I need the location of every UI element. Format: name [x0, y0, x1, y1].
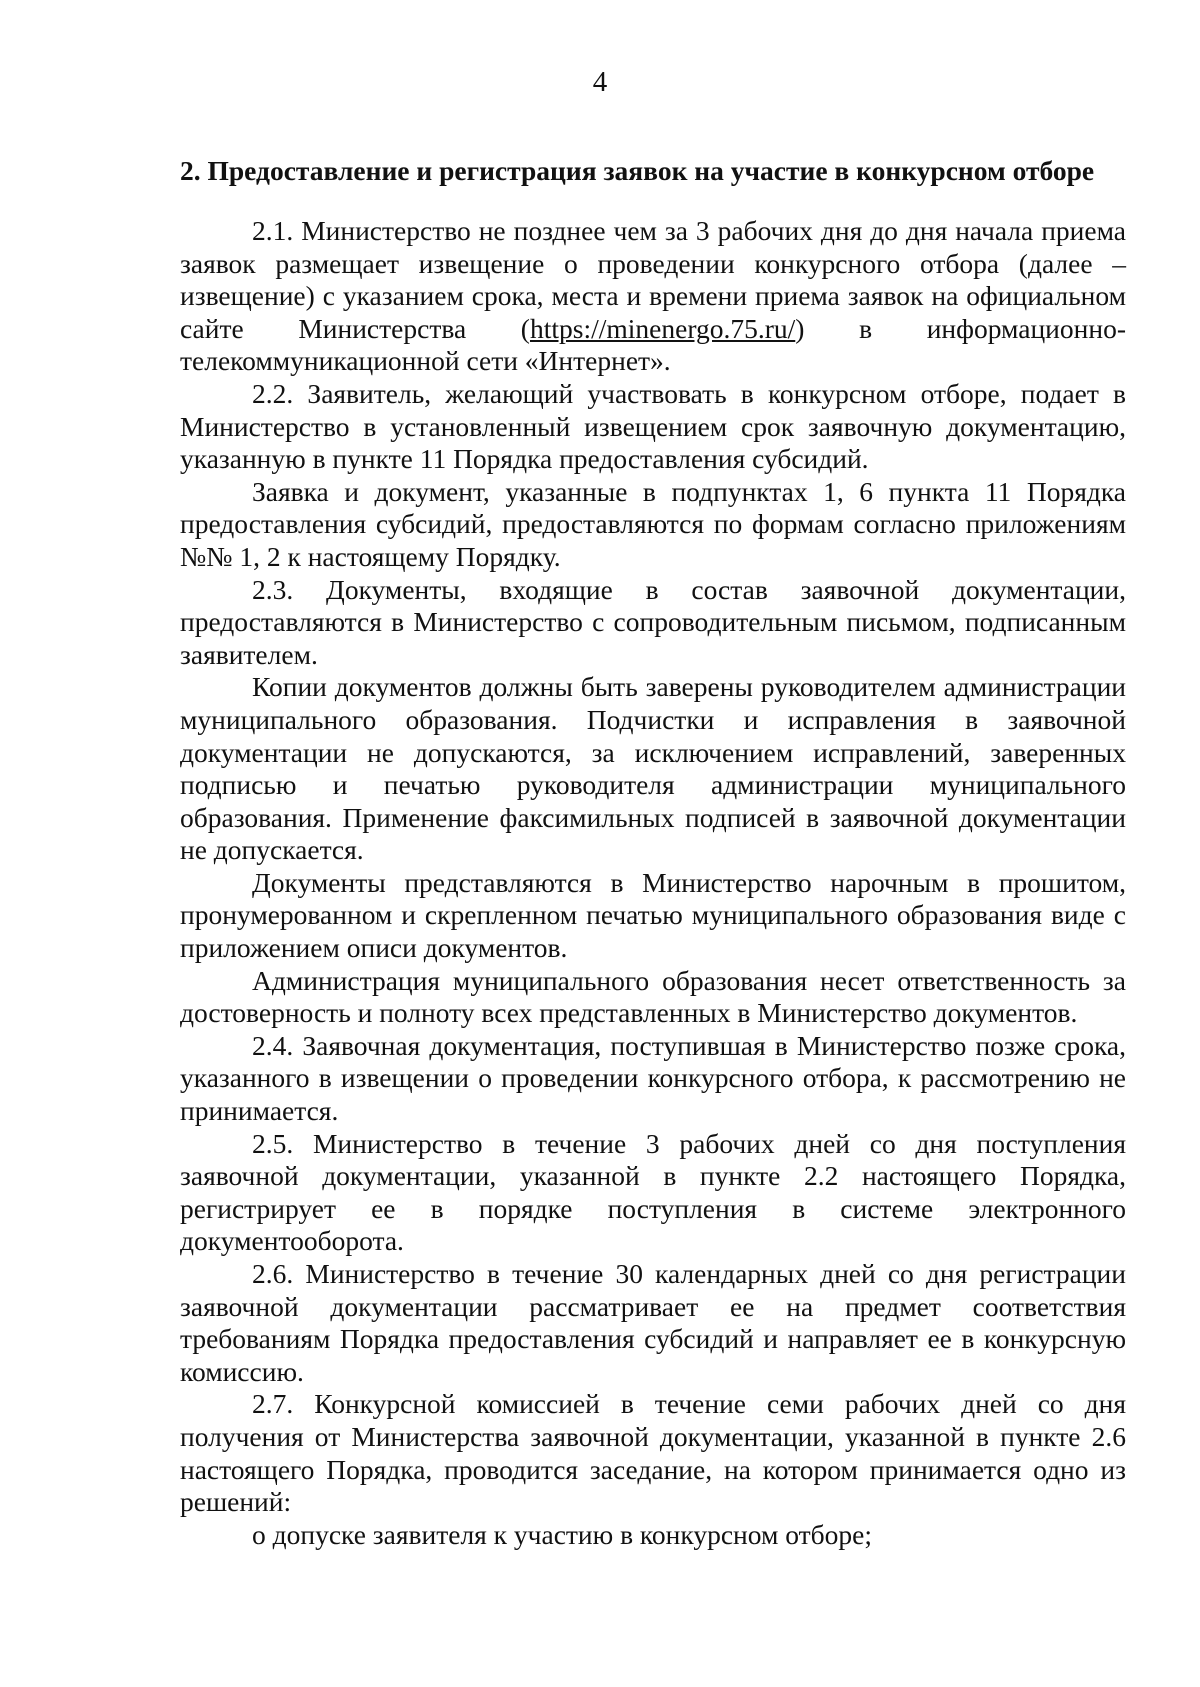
section-heading: 2. Предоставление и регистрация заявок на участие в конкурсном отборе [180, 155, 1095, 186]
document-body [180, 155, 1126, 1551]
page-number: 4 [592, 66, 608, 98]
paragraph-2-7: 2.7. Конкурсной комиссией в течение семи рабочих дней со дня получения от Министерства заявочной документации, указанной в пункте 2.6 настоящего Порядка, проводится заседание, на котором принимается одно из решений: [180, 1388, 1126, 1518]
paragraph-2-5: 2.5. Министерство в течение 3 рабочих дней со дня поступления заявочной документации, указанной в пункте 2.2 настоящего Порядка, регистрирует ее в порядке поступления в системе электронного документооборота. [180, 1127, 1126, 1257]
paragraph-2-2-forms: Заявка и документ, указанные в подпунктах 1, 6 пункта 11 Порядка предоставления субсидий, предоставляются по формам согласно приложениям №№ 1, 2 к настоящему Порядку. [180, 475, 1126, 572]
paragraph-text: 2.1. Министерство не позднее чем за 3 рабочих дня до дня начала приема заявок размещает извещение о проведении конкурсного отбора (далее – извещение) с указанием срока, места и времени приема заявок на официальном сайте Министерства ( [180, 215, 1126, 344]
ministry-website-link[interactable]: https://minenergo.75.ru/ [529, 312, 796, 344]
paragraph-2-1 [180, 215, 1126, 378]
paragraph-2-4: 2.4. Заявочная документация, поступившая в Министерство позже срока, указанного в извещении о проведении конкурсного отбора, к рассмотрению не принимается. [180, 1029, 1126, 1127]
paragraph-2-2: 2.2. Заявитель, желающий участвовать в конкурсном отборе, подает в Министерство в установленный извещением срок заявочную документацию, указанную в пункте 11 Порядка предоставления субсидий. [180, 377, 1126, 475]
paragraph-2-7-option-1: о допуске заявителя к участию в конкурсном отборе; [252, 1518, 872, 1550]
paragraph-2-6: 2.6. Министерство в течение 30 календарных дней со дня регистрации заявочной документации рассматривает ее на предмет соответствия требованиям Порядка предоставления субсидий и направляет ее в конкурсную комиссию. [180, 1258, 1126, 1387]
paragraph-2-3: 2.3. Документы, входящие в состав заявочной документации, предоставляются в Министерство с сопроводительным письмом, подписанным заявителем. [180, 573, 1126, 670]
paragraph-2-3-delivery: Документы представляются в Министерство нарочным в прошитом, пронумерованном и скрепленном печатью муниципального образования виде с приложением описи документов. [180, 866, 1126, 964]
paragraph-2-3-copies: Копии документов должны быть заверены руководителем администрации муниципального образования. Подчистки и исправления в заявочной документации не допускаются, за исключением исправлений, заверенных подписью и печатью руководителя администрации муниципального образования. Применение факсимильных подписей в заявочной документации не допускается. [180, 671, 1126, 866]
paragraph-2-3-responsibility: Администрация муниципального образования несет ответственность за достоверность и полноту всех представленных в Министерство документов. [180, 964, 1126, 1029]
paragraph-text: ) в информационно-телекоммуникационной сети «Интернет». [180, 312, 1126, 377]
